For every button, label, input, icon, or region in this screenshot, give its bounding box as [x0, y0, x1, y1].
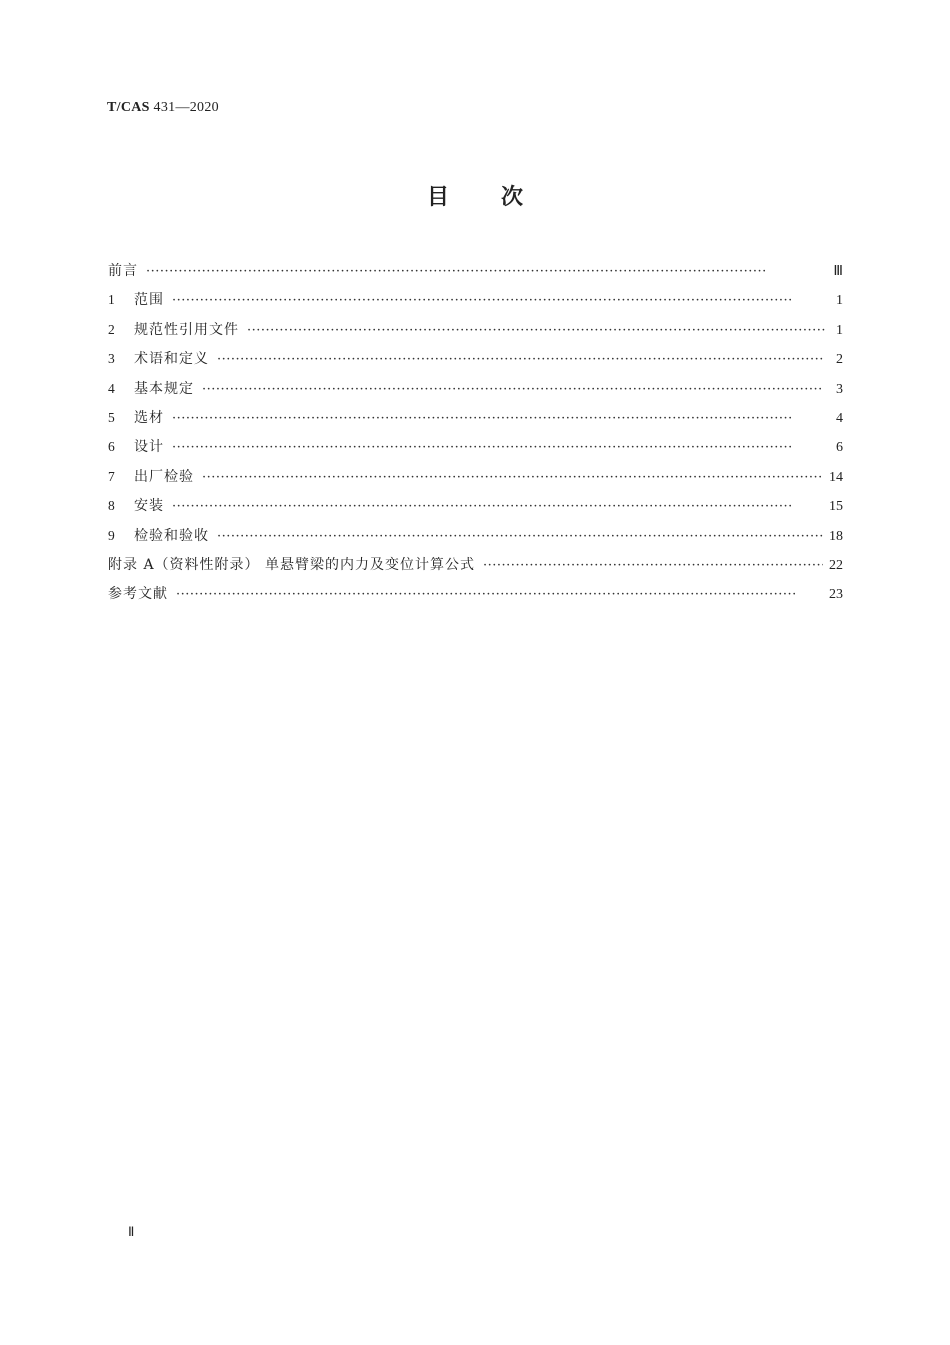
toc-entry-7[interactable] [108, 464, 843, 493]
toc-entry-number: 3 [108, 351, 115, 367]
toc-entry-number: 7 [108, 468, 115, 484]
leader-dots [172, 288, 825, 314]
leader-dots [217, 347, 825, 373]
table-of-contents [108, 258, 843, 611]
title-char-1: 目 [426, 185, 449, 210]
toc-entry-2[interactable] [108, 317, 843, 346]
toc-entry-page: 22 [829, 557, 843, 573]
toc-entry-number: 1 [108, 292, 115, 308]
toc-entry-label: 出厂检验 [134, 468, 194, 485]
toc-entry-number: 9 [108, 527, 115, 543]
toc-entry-9[interactable] [108, 523, 843, 552]
title-char-2: 次 [501, 185, 524, 210]
toc-entry-number: 8 [108, 498, 115, 514]
toc-entry-page: 2 [836, 352, 843, 368]
toc-entry-number: 4 [108, 380, 115, 396]
toc-entry-page: 1 [836, 322, 843, 338]
toc-entry-5[interactable] [108, 405, 843, 434]
leader-dots [202, 377, 825, 403]
toc-entry-label: 术语和定义 [134, 351, 209, 368]
document-code [107, 100, 219, 116]
leader-dots [172, 435, 825, 461]
toc-entry-label: 附录 A（资料性附录） 单悬臂梁的内力及变位计算公式 [108, 556, 476, 573]
toc-entry-page: 18 [829, 528, 843, 544]
toc-entry-page: 6 [836, 440, 843, 456]
leader-dots [146, 259, 825, 285]
page-title [0, 180, 950, 211]
toc-entry-page: 3 [836, 381, 843, 397]
toc-entry-page: 1 [836, 293, 843, 309]
document-code-prefix: T/CAS [107, 100, 150, 115]
toc-entry-label: 选材 [134, 409, 164, 426]
leader-dots [172, 406, 825, 432]
leader-dots [176, 582, 823, 608]
toc-entry-appendix-a[interactable] [108, 552, 843, 581]
toc-entry-label: 基本规定 [134, 380, 194, 397]
toc-entry-number: 5 [108, 409, 115, 425]
page-number: Ⅱ [128, 1224, 135, 1239]
document-code-number: 431—2020 [153, 100, 219, 115]
toc-entry-label: 安装 [134, 498, 164, 515]
toc-entry-page: 4 [836, 410, 843, 426]
toc-entry-number: 2 [108, 321, 115, 337]
toc-entry-3[interactable] [108, 346, 843, 375]
toc-entry-label: 设计 [134, 439, 164, 456]
toc-entry-page: Ⅲ [833, 264, 843, 279]
toc-entry-label: 前言 [108, 263, 138, 279]
toc-entry-6[interactable] [108, 434, 843, 463]
toc-entry-1[interactable] [108, 287, 843, 316]
toc-entry-8[interactable] [108, 493, 843, 522]
toc-entry-label: 规范性引用文件 [134, 321, 239, 338]
leader-dots [172, 494, 823, 520]
toc-entry-references[interactable] [108, 581, 843, 610]
leader-dots [217, 524, 823, 550]
leader-dots [483, 553, 823, 579]
leader-dots [202, 465, 823, 491]
toc-entry-label: 范围 [134, 292, 164, 309]
toc-entry-label: 检验和验收 [134, 527, 209, 544]
toc-entry-foreword[interactable] [108, 258, 843, 287]
toc-entry-page: 23 [829, 587, 843, 603]
leader-dots [247, 318, 825, 344]
toc-entry-page: 15 [829, 499, 843, 515]
toc-entry-page: 14 [829, 469, 843, 485]
toc-entry-4[interactable] [108, 376, 843, 405]
toc-entry-label: 参考文献 [108, 586, 168, 603]
toc-entry-number: 6 [108, 439, 115, 455]
